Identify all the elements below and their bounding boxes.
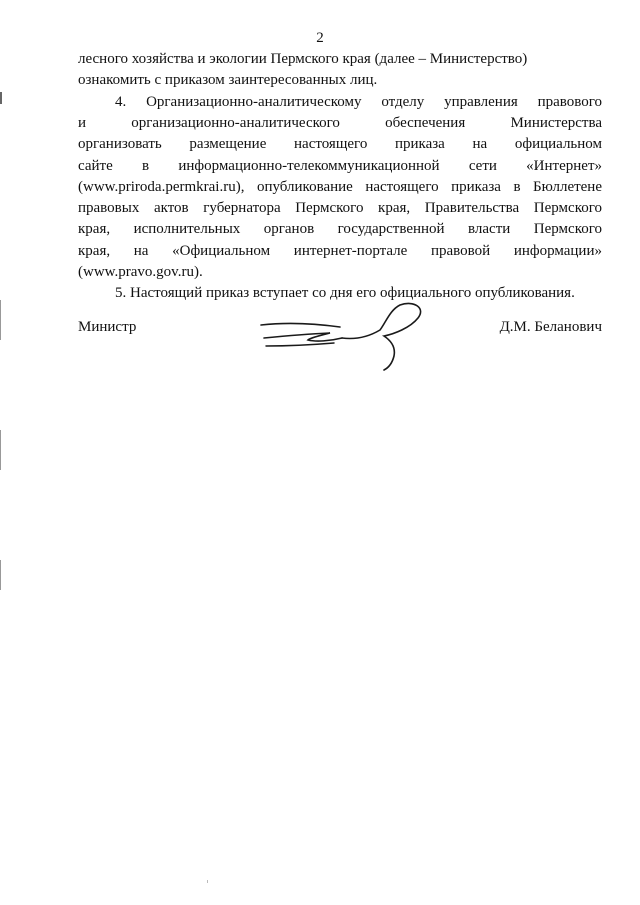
body-line-1: лесного хозяйства и экологии Пермского края (далее – Министерство) <box>78 51 528 67</box>
body-line-8: правовых актов губернатора Пермского края, Правительства Пермского <box>78 200 602 216</box>
body-line-10: края, на «Официальном интернет-портале правовой информации» <box>78 243 602 259</box>
scan-dot <box>207 880 208 883</box>
body-line-5: организовать размещение настоящего приказа на официальном <box>78 136 602 152</box>
body-line-3: 4. Организационно-аналитическому отделу управления правового <box>115 94 602 110</box>
body-line-12: 5. Настоящий приказ вступает со дня его официального опубликования. <box>115 285 575 301</box>
body-line-11: (www.pravo.gov.ru). <box>78 264 203 280</box>
body-line-9: края, исполнительных органов государственной власти Пермского <box>78 221 602 237</box>
signatory-name: Д.М. Беланович <box>499 319 602 335</box>
body-line-4: и организационно-аналитического обеспечения Министерства <box>78 115 602 131</box>
signatory-role: Министр <box>78 319 137 335</box>
body-line-6: сайте в информационно-телекоммуникационной сети «Интернет» <box>78 158 602 174</box>
body-line-7: (www.priroda.permkrai.ru), опубликование настоящего приказа в Бюллетене <box>78 179 602 195</box>
handwritten-signature-icon <box>258 300 433 372</box>
scan-edge-mark <box>0 430 1 470</box>
scan-edge-mark <box>0 560 1 590</box>
page-number: 2 <box>316 30 324 46</box>
body-line-2: ознакомить с приказом заинтересованных лиц. <box>78 72 378 88</box>
scan-edge-mark <box>0 300 1 340</box>
scan-edge-mark <box>0 92 2 104</box>
